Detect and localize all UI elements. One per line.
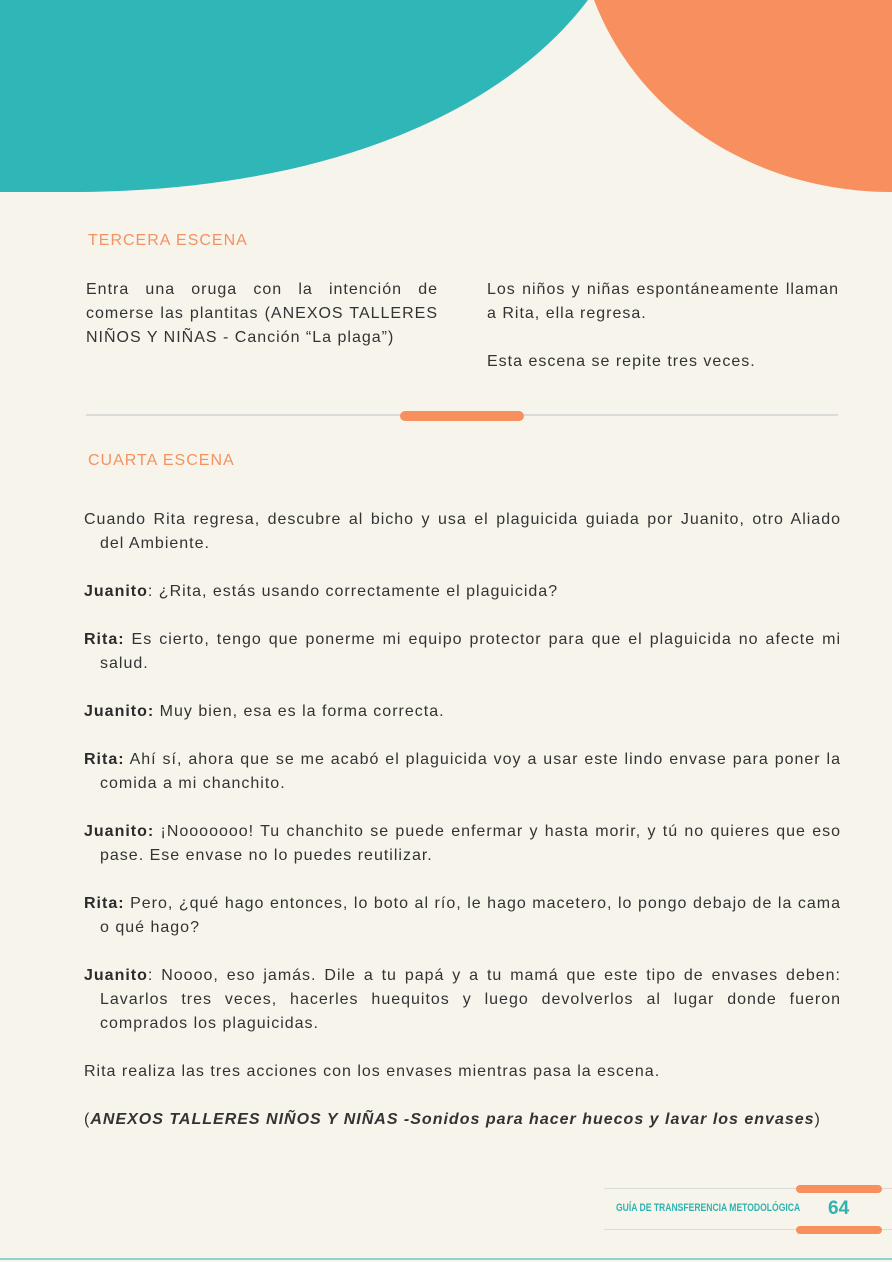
dialogue-line xyxy=(84,748,841,796)
scene4-heading: CUARTA ESCENA xyxy=(88,452,235,469)
scene3-right-text-1: Los niños y niñas espontáneamente llaman a Rita, ella regresa. xyxy=(487,281,839,322)
scene4-closing: Rita realiza las tres acciones con los envases mientras pasa la escena. xyxy=(84,1063,661,1080)
annex-text: ANEXOS TALLERES NIÑOS Y NIÑAS -Sonidos para hacer huecos y lavar los envases xyxy=(90,1111,815,1128)
dialogue-line xyxy=(84,892,841,940)
page-number: 64 xyxy=(828,1198,850,1219)
speaker-name: Juanito: xyxy=(84,703,155,720)
scene4-intro: Cuando Rita regresa, descubre al bicho y usa el plaguicida guiada por Juanito, otro Aliado del Ambiente. xyxy=(84,511,841,552)
section-divider-accent xyxy=(400,411,524,421)
speaker-name: Juanito xyxy=(84,967,148,984)
dialogue-line xyxy=(84,700,841,724)
dialogue-text: ¡Nooooooo! Tu chanchito se puede enfermar y hasta morir, y tú no quieres que eso pase. Ese envase no lo puedes reutilizar. xyxy=(100,823,841,864)
footer-top-accent xyxy=(796,1185,882,1193)
footer-guide-title: GUÍA DE TRANSFERENCIA METODOLÓGICA xyxy=(616,1202,801,1214)
scene3-left-column xyxy=(86,278,438,350)
dialogue-line xyxy=(84,820,841,868)
speaker-name: Rita: xyxy=(84,631,125,648)
speaker-name: Juanito xyxy=(84,583,148,600)
scene3-heading: TERCERA ESCENA xyxy=(88,232,248,249)
dialogue-text: Es cierto, tengo que ponerme mi equipo protector para que el plaguicida no afecte mi salud. xyxy=(100,631,841,672)
dialogue-line: Juanito: ¿Rita, estás usando correctamente el plaguicida? xyxy=(84,583,559,600)
dialogue-text: Pero, ¿qué hago entonces, lo boto al río, le hago macetero, lo pongo debajo de la cama o qué hago? xyxy=(100,895,841,936)
scene4-body xyxy=(84,508,841,1156)
header-decoration xyxy=(0,0,892,200)
scene3-right-text-2: Esta escena se repite tres veces. xyxy=(487,353,756,370)
teal-wave-shape xyxy=(0,0,588,192)
scene3-right-column xyxy=(487,278,839,374)
orange-quarter-circle xyxy=(594,0,892,192)
scene3-left-text: Entra una oruga con la intención de comerse las plantitas (ANEXOS TALLERES NIÑOS Y NIÑAS - Canción “La plaga”) xyxy=(86,281,438,346)
dialogue-line xyxy=(84,628,841,676)
dialogue-text: Muy bien, esa es la forma correcta. xyxy=(154,703,445,720)
dialogue-text: Ahí sí, ahora que se me acabó el plaguicida voy a usar este lindo envase para poner la comida a mi chanchito. xyxy=(100,751,841,792)
speaker-name: Juanito: xyxy=(84,823,155,840)
scene4-annex-note: (ANEXOS TALLERES NIÑOS Y NIÑAS -Sonidos para hacer huecos y lavar los envases) xyxy=(84,1111,821,1128)
dialogue-line: Juanito: Noooo, eso jamás. Dile a tu papá y a tu mamá que este tipo de envases deben: Lavarlos tres veces, hacerles huequitos y luego devolverlos al lugar donde fueron comprados los plaguicidas. xyxy=(84,967,841,1032)
speaker-name: Rita: xyxy=(84,895,125,912)
footer-bottom-accent xyxy=(796,1226,882,1234)
dialogue-text: ¿Rita, estás usando correctamente el plaguicida? xyxy=(153,583,559,600)
dialogue-text: Noooo, eso jamás. Dile a tu papá y a tu mamá que este tipo de envases deben: Lavarlos tres veces, hacerles huequitos y luego devolverlos al lugar donde fueron comprados los plaguicidas. xyxy=(100,967,841,1032)
page-bottom-rule xyxy=(0,1258,892,1260)
speaker-name: Rita: xyxy=(84,751,125,768)
